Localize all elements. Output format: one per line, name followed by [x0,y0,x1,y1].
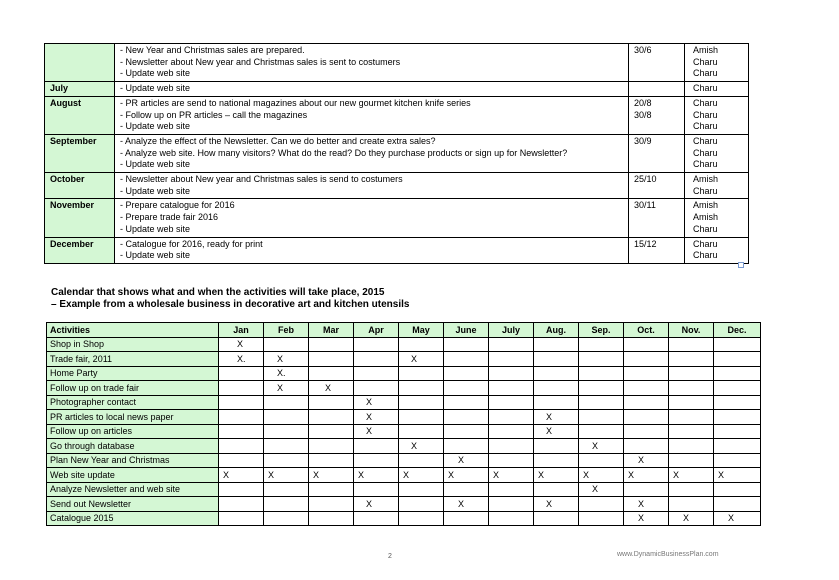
calendar-mark-cell [534,381,579,396]
plan-responsible-cell [685,44,749,82]
plan-date-cell [629,44,685,82]
calendar-mark-cell [444,511,489,526]
plan-month-cell: December [45,237,115,263]
calendar-mark-cell [579,337,624,352]
plan-activity-line: - Update web site [120,223,191,234]
calendar-mark-cell: X [534,497,579,512]
activities-column-header: Activities [47,323,219,338]
calendar-mark-cell [534,337,579,352]
calendar-mark-cell [309,511,354,526]
plan-date: 30/6 [634,45,652,55]
calendar-mark-cell: X [444,453,489,468]
plan-activities-cell [115,199,629,237]
calendar-mark-cell [534,352,579,367]
plan-row [45,134,749,172]
calendar-row [47,511,761,526]
calendar-mark-cell: X [534,424,579,439]
calendar-mark-cell: X [264,352,309,367]
plan-responsible-cell [685,82,749,97]
plan-responsible-name: Charu [693,121,718,132]
calendar-mark-cell [444,381,489,396]
plan-responsible-name: Charu [693,185,718,196]
calendar-mark-cell [489,482,534,497]
plan-activity-line: - Update web site [120,159,191,170]
calendar-mark-cell [714,482,761,497]
month-header-mar: Mar [309,323,354,338]
calendar-mark-cell [399,497,444,512]
calendar-activity-cell: Go through database [47,439,219,454]
plan-date-cell [629,199,685,237]
calendar-mark-cell [534,482,579,497]
calendar-mark-cell: X [534,410,579,425]
calendar-mark-cell [444,410,489,425]
calendar-mark-cell [489,352,534,367]
calendar-mark-cell [669,366,714,381]
calendar-mark-cell [669,410,714,425]
plan-responsible-name: Charu [693,147,718,158]
calendar-mark-cell [714,424,761,439]
calendar-mark-cell: X [579,439,624,454]
calendar-mark-cell [489,395,534,410]
calendar-mark-cell [444,337,489,352]
calendar-mark-cell: X [264,381,309,396]
calendar-row [47,366,761,381]
calendar-mark-cell: X [399,439,444,454]
calendar-mark-cell [669,439,714,454]
calendar-mark-cell [714,381,761,396]
calendar-mark-cell [579,352,624,367]
plan-activity-line: - Catalogue for 2016, ready for print [120,238,263,249]
plan-responsible-name: Charu [693,159,718,170]
calendar-mark-cell [669,424,714,439]
plan-responsible-name: Amish [693,174,719,185]
plan-activities-cell [115,82,629,97]
calendar-mark-cell [579,381,624,396]
calendar-mark-cell: X [624,453,669,468]
calendar-mark-cell [264,439,309,454]
calendar-row [47,352,761,367]
calendar-activity-cell: Analyze Newsletter and web site [47,482,219,497]
plan-activity-line: - Analyze the effect of the Newsletter. Can we do better and create extra sales? [120,135,436,146]
month-header-may: May [399,323,444,338]
plan-responsible-name: Charu [693,68,718,79]
table-resize-handle[interactable] [738,262,744,268]
plan-activity-line: - Update web site [120,121,191,132]
calendar-mark-cell [579,453,624,468]
month-header-feb: Feb [264,323,309,338]
calendar-mark-cell [489,511,534,526]
calendar-mark-cell [444,439,489,454]
plan-row [45,237,749,263]
calendar-mark-cell [669,497,714,512]
calendar-mark-cell [399,453,444,468]
plan-activities-cell [115,44,629,82]
calendar-mark-cell: X [624,511,669,526]
calendar-activity-cell: Plan New Year and Christmas [47,453,219,468]
calendar-activity-cell: PR articles to local news paper [47,410,219,425]
calendar-mark-cell: X [354,395,399,410]
month-header-jan: Jan [219,323,264,338]
calendar-mark-cell: X [354,468,399,483]
plan-responsible-name: Charu [693,135,718,146]
plan-date-cell [629,96,685,134]
calendar-mark-cell [714,410,761,425]
calendar-mark-cell [489,497,534,512]
calendar-mark-cell: X [489,468,534,483]
calendar-mark-cell [309,366,354,381]
month-header-aug: Aug. [534,323,579,338]
calendar-mark-cell [264,511,309,526]
month-header-oct: Oct. [624,323,669,338]
calendar-mark-cell [489,337,534,352]
calendar-mark-cell [399,337,444,352]
calendar-mark-cell: X [579,468,624,483]
calendar-mark-cell [579,395,624,410]
calendar-row [47,468,761,483]
calendar-mark-cell [309,453,354,468]
calendar-mark-cell: X [219,468,264,483]
plan-date: 15/12 [634,238,657,249]
monthly-plan-table [44,43,749,264]
calendar-row [47,482,761,497]
plan-date: 25/10 [634,174,657,185]
calendar-mark-cell: X [309,381,354,396]
plan-responsible-name: Charu [693,83,718,94]
calendar-mark-cell [534,511,579,526]
calendar-mark-cell [579,497,624,512]
plan-responsible-name: Amish [693,212,719,223]
calendar-mark-cell [669,337,714,352]
activity-calendar-table [46,322,761,526]
plan-responsible-cell [685,199,749,237]
calendar-mark-cell [354,352,399,367]
calendar-mark-cell [219,439,264,454]
month-header-apr: Apr [354,323,399,338]
calendar-mark-cell [309,395,354,410]
calendar-mark-cell: X [354,497,399,512]
calendar-mark-cell [444,482,489,497]
plan-activity-line: - Update web site [120,83,191,94]
calendar-heading [51,287,409,311]
calendar-activity-cell: Follow up on articles [47,424,219,439]
calendar-mark-cell [264,497,309,512]
calendar-mark-cell: X [354,410,399,425]
calendar-activity-cell: Send out Newsletter [47,497,219,512]
calendar-row [47,410,761,425]
calendar-mark-cell [714,395,761,410]
plan-activity-line: - Newsletter about New year and Christmas sales is send to costumers [120,174,403,185]
calendar-mark-cell: X [714,468,761,483]
calendar-mark-cell [624,337,669,352]
month-header-sep: Sep. [579,323,624,338]
calendar-mark-cell [579,366,624,381]
calendar-activity-cell: Home Party [47,366,219,381]
calendar-mark-cell [399,366,444,381]
calendar-mark-cell [354,482,399,497]
calendar-mark-cell [309,482,354,497]
calendar-mark-cell: X [399,352,444,367]
plan-activities-cell [115,134,629,172]
calendar-mark-cell [264,424,309,439]
calendar-mark-cell: X [624,497,669,512]
plan-responsible-name: Charu [693,223,718,234]
plan-row [45,173,749,199]
calendar-mark-cell [309,337,354,352]
calendar-mark-cell: X [444,468,489,483]
calendar-mark-cell [399,410,444,425]
calendar-mark-cell [624,410,669,425]
calendar-mark-cell [354,511,399,526]
calendar-mark-cell: X. [264,366,309,381]
calendar-mark-cell [579,410,624,425]
calendar-mark-cell [219,424,264,439]
calendar-heading-line1: Calendar that shows what and when the activities will take place, 2015 [51,287,385,298]
calendar-mark-cell [489,381,534,396]
calendar-mark-cell [489,439,534,454]
plan-row [45,199,749,237]
calendar-mark-cell: X [309,468,354,483]
plan-row [45,44,749,82]
calendar-mark-cell [624,352,669,367]
calendar-row [47,453,761,468]
month-header-jun: June [444,323,489,338]
calendar-mark-cell [309,424,354,439]
calendar-mark-cell [534,439,579,454]
calendar-mark-cell [399,424,444,439]
calendar-mark-cell [219,410,264,425]
calendar-mark-cell [264,337,309,352]
calendar-mark-cell [714,352,761,367]
month-header-dec: Dec. [714,323,761,338]
plan-date-cell [629,173,685,199]
calendar-mark-cell [219,511,264,526]
calendar-mark-cell [534,366,579,381]
calendar-mark-cell [219,395,264,410]
plan-responsible-name: Charu [693,56,718,67]
calendar-mark-cell: X [534,468,579,483]
calendar-mark-cell [444,395,489,410]
calendar-mark-cell [264,453,309,468]
calendar-mark-cell [624,482,669,497]
calendar-activity-cell: Catalogue 2015 [47,511,219,526]
plan-responsible-cell [685,173,749,199]
calendar-activity-cell: Web site update [47,468,219,483]
plan-activity-line: - Newsletter about New year and Christmas sales is sent to costumers [120,56,401,67]
calendar-mark-cell [219,482,264,497]
calendar-mark-cell [444,366,489,381]
calendar-mark-cell [399,511,444,526]
calendar-mark-cell [444,424,489,439]
plan-responsible-name: Amish [693,45,719,55]
calendar-mark-cell [309,352,354,367]
calendar-mark-cell: X [444,497,489,512]
calendar-mark-cell: X [624,468,669,483]
calendar-mark-cell [489,410,534,425]
calendar-mark-cell: X [354,424,399,439]
plan-date-cell [629,237,685,263]
plan-activities-cell [115,96,629,134]
calendar-row [47,424,761,439]
calendar-mark-cell [624,439,669,454]
calendar-activity-cell: Shop in Shop [47,337,219,352]
calendar-mark-cell [354,366,399,381]
calendar-row [47,381,761,396]
calendar-mark-cell [714,366,761,381]
plan-month-cell: September [45,134,115,172]
plan-row [45,96,749,134]
calendar-mark-cell [309,439,354,454]
calendar-mark-cell [489,366,534,381]
calendar-mark-cell [714,453,761,468]
calendar-mark-cell [669,482,714,497]
calendar-mark-cell [534,395,579,410]
calendar-mark-cell [354,381,399,396]
plan-activities-cell [115,237,629,263]
calendar-mark-cell [669,453,714,468]
plan-activity-line: - Update web site [120,185,191,196]
calendar-mark-cell [624,395,669,410]
plan-month-cell: November [45,199,115,237]
calendar-mark-cell: X. [219,352,264,367]
calendar-mark-cell: X [264,468,309,483]
page-number: 2 [388,553,392,560]
calendar-mark-cell [579,511,624,526]
calendar-mark-cell [669,395,714,410]
calendar-activity-cell: Trade fair, 2011 [47,352,219,367]
plan-activity-line: - Update web site [120,68,191,79]
calendar-row [47,395,761,410]
calendar-activity-cell: Photographer contact [47,395,219,410]
calendar-mark-cell [579,424,624,439]
plan-activity-line: - Prepare catalogue for 2016 [120,200,235,211]
calendar-header-row [47,323,761,338]
calendar-mark-cell [534,453,579,468]
plan-row [45,82,749,97]
calendar-mark-cell [354,439,399,454]
calendar-mark-cell [489,424,534,439]
plan-responsible-cell [685,96,749,134]
calendar-mark-cell [219,366,264,381]
month-header-nov: Nov. [669,323,714,338]
calendar-mark-cell [714,497,761,512]
calendar-row [47,439,761,454]
plan-date-cell [629,82,685,97]
calendar-mark-cell [444,352,489,367]
plan-month-cell: July [45,82,115,97]
plan-responsible-name: Charu [693,250,718,261]
calendar-mark-cell [399,381,444,396]
calendar-mark-cell [354,337,399,352]
calendar-mark-cell [489,453,534,468]
plan-date: 30/11 [634,200,656,211]
calendar-mark-cell [354,453,399,468]
calendar-mark-cell: X [219,337,264,352]
calendar-heading-line2: – Example from a wholesale business in decorative art and kitchen utensils [51,299,410,310]
plan-activity-line: - New Year and Christmas sales are prepared. [120,45,305,55]
calendar-mark-cell [264,410,309,425]
plan-month-cell: August [45,96,115,134]
calendar-mark-cell [309,410,354,425]
plan-activity-line: - Prepare trade fair 2016 [120,212,219,223]
calendar-mark-cell [714,439,761,454]
calendar-mark-cell [399,482,444,497]
calendar-mark-cell [714,337,761,352]
calendar-mark-cell: X [669,468,714,483]
plan-activity-line: - PR articles are send to national magazines about our new gourmet kitchen knife series [120,97,471,108]
plan-responsible-name: Charu [693,97,718,108]
calendar-mark-cell: X [579,482,624,497]
calendar-mark-cell [219,453,264,468]
plan-responsible-name: Amish [693,200,719,211]
calendar-mark-cell [219,381,264,396]
calendar-mark-cell [264,482,309,497]
calendar-activity-cell: Follow up on trade fair [47,381,219,396]
calendar-row [47,497,761,512]
calendar-mark-cell [264,395,309,410]
plan-date: 30/9 [634,135,652,146]
plan-activities-cell [115,173,629,199]
plan-month-cell: October [45,173,115,199]
plan-date: 30/8 [634,109,652,120]
calendar-mark-cell: X [714,511,761,526]
plan-responsible-cell [685,134,749,172]
plan-activity-line: - Follow up on PR articles – call the magazines [120,109,308,120]
calendar-mark-cell [399,395,444,410]
calendar-mark-cell [624,366,669,381]
month-header-jul: July [489,323,534,338]
calendar-mark-cell: X [399,468,444,483]
plan-date-cell [629,134,685,172]
calendar-row [47,337,761,352]
calendar-mark-cell [624,424,669,439]
calendar-mark-cell: X [669,511,714,526]
footer-url: www.DynamicBusinessPlan.com [617,551,719,558]
calendar-mark-cell [669,352,714,367]
plan-activity-line: - Update web site [120,250,191,261]
calendar-mark-cell [624,381,669,396]
calendar-mark-cell [309,497,354,512]
calendar-mark-cell [219,497,264,512]
plan-responsible-name: Charu [693,109,718,120]
plan-responsible-cell [685,237,749,263]
plan-responsible-name: Charu [693,238,718,249]
plan-month-cell [45,44,115,82]
plan-date: 20/8 [634,97,652,108]
calendar-mark-cell [669,381,714,396]
plan-activity-line: - Analyze web site. How many visitors? What do the read? Do they purchase products or sign up for Newsletter? [120,147,568,158]
